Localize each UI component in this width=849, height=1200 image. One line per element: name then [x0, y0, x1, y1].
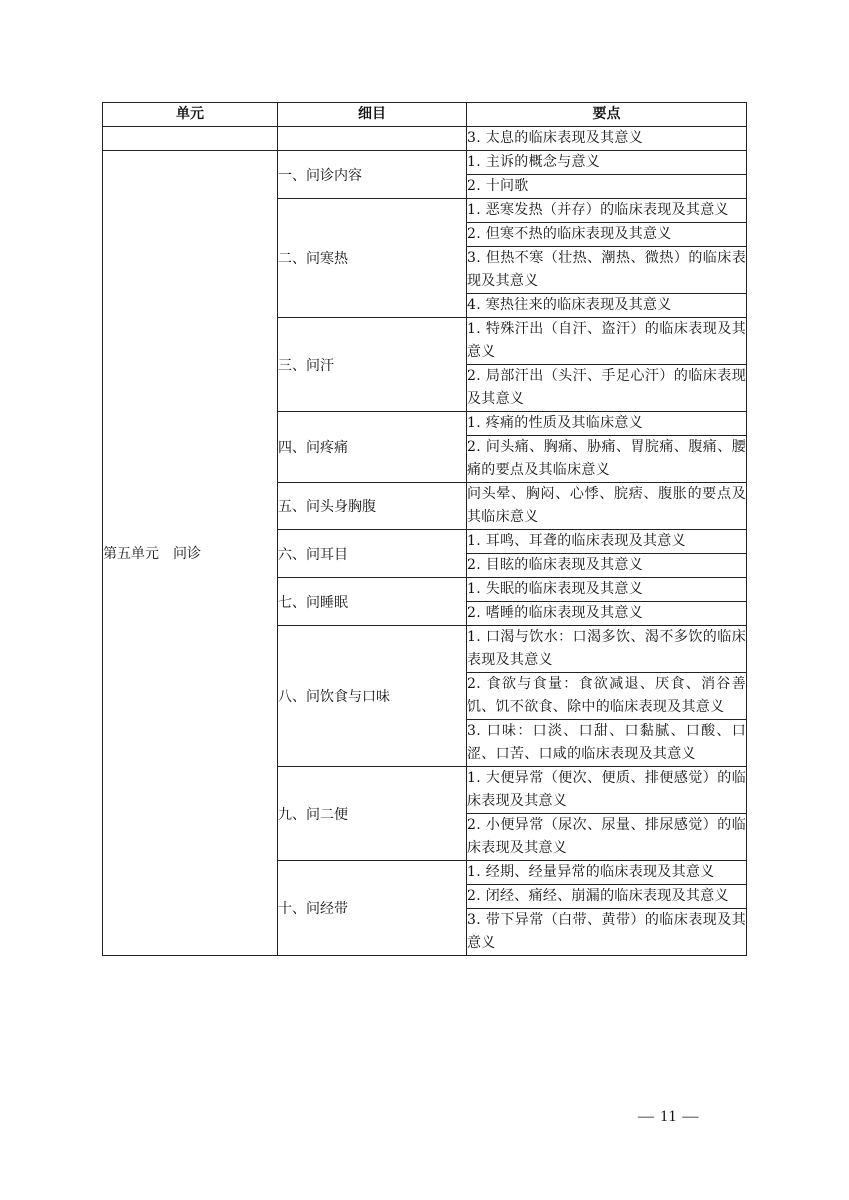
point-cell: 3. 口味：口淡、口甜、口黏腻、口酸、口涩、口苦、口咸的临床表现及其意义	[467, 720, 747, 767]
point-cell: 1. 大便异常（便次、便质、排便感觉）的临床表现及其意义	[467, 767, 747, 814]
header-row	[103, 103, 747, 127]
header-item: 细目	[278, 103, 467, 127]
point-cell: 3. 带下异常（白带、黄带）的临床表现及其意义	[467, 909, 747, 956]
item-cell: 九、问二便	[278, 767, 467, 861]
point-cell: 2. 目眩的临床表现及其意义	[467, 554, 747, 578]
continuation-item	[278, 127, 467, 151]
item-cell: 四、问疼痛	[278, 412, 467, 483]
item-cell: 十、问经带	[278, 861, 467, 956]
point-cell: 问头晕、胸闷、心悸、脘痞、腹胀的要点及其临床意义	[467, 483, 747, 530]
point-cell: 1. 主诉的概念与意义	[467, 151, 747, 175]
point-cell: 2. 小便异常（尿次、尿量、排尿感觉）的临床表现及其意义	[467, 814, 747, 861]
continuation-unit	[103, 127, 278, 151]
header-unit: 单元	[103, 103, 278, 127]
point-cell: 1. 疼痛的性质及其临床意义	[467, 412, 747, 436]
point-cell: 1. 失眠的临床表现及其意义	[467, 578, 747, 602]
table-row	[103, 151, 747, 175]
item-cell: 一、问诊内容	[278, 151, 467, 199]
point-cell: 1. 恶寒发热（并存）的临床表现及其意义	[467, 199, 747, 223]
point-cell: 4. 寒热往来的临床表现及其意义	[467, 294, 747, 318]
item-cell: 五、问头身胸腹	[278, 483, 467, 530]
continuation-row	[103, 127, 747, 151]
continuation-point: 3. 太息的临床表现及其意义	[467, 127, 747, 151]
point-cell: 1. 特殊汗出（自汗、盗汗）的临床表现及其意义	[467, 318, 747, 365]
header-point: 要点	[467, 103, 747, 127]
item-cell: 七、问睡眠	[278, 578, 467, 626]
syllabus-table	[102, 102, 747, 956]
item-cell: 三、问汗	[278, 318, 467, 412]
item-cell: 八、问饮食与口味	[278, 626, 467, 767]
point-cell: 2. 但寒不热的临床表现及其意义	[467, 223, 747, 247]
unit-cell: 第五单元 问诊	[103, 151, 278, 956]
point-cell: 1. 口渴与饮水：口渴多饮、渴不多饮的临床表现及其意义	[467, 626, 747, 673]
point-cell: 2. 问头痛、胸痛、胁痛、胃脘痛、腹痛、腰痛的要点及其临床意义	[467, 436, 747, 483]
page-number: — 11 —	[638, 1108, 700, 1125]
item-cell: 六、问耳目	[278, 530, 467, 578]
point-cell: 1. 耳鸣、耳聋的临床表现及其意义	[467, 530, 747, 554]
point-cell: 1. 经期、经量异常的临床表现及其意义	[467, 861, 747, 885]
point-cell: 2. 局部汗出（头汗、手足心汗）的临床表现及其意义	[467, 365, 747, 412]
item-cell: 二、问寒热	[278, 199, 467, 318]
point-cell: 2. 十问歌	[467, 175, 747, 199]
point-cell: 2. 嗜睡的临床表现及其意义	[467, 602, 747, 626]
point-cell: 2. 食欲与食量：食欲减退、厌食、消谷善饥、饥不欲食、除中的临床表现及其意义	[467, 673, 747, 720]
point-cell: 2. 闭经、痛经、崩漏的临床表现及其意义	[467, 885, 747, 909]
point-cell: 3. 但热不寒（壮热、潮热、微热）的临床表现及其意义	[467, 247, 747, 294]
